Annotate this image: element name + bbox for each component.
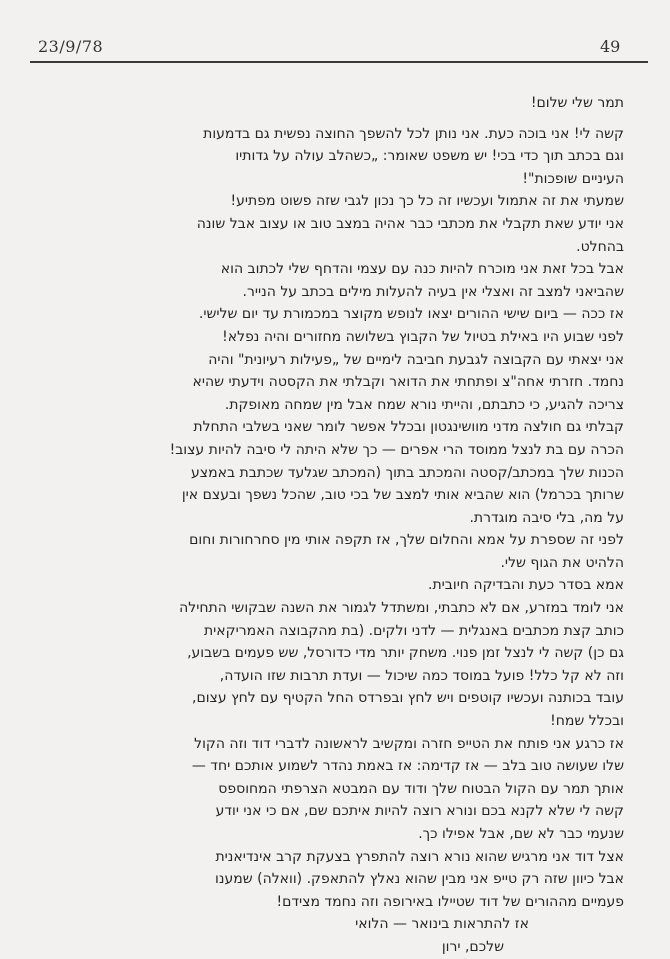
letter-line: אז כרגע אני פותח את הטייפ חזרה ומקשיב לראשונה לדברי דוד וזה הקול <box>194 735 624 752</box>
letter-line: אני יודע שאת תקבלי את מכתבי כבר אהיה במצב טוב או עצוב אבל שונה <box>196 215 624 232</box>
letter-greeting: תמר שלי שלום! <box>530 95 624 111</box>
letter-line: אמא בסדר כעת והבדיקה חיובית. <box>428 577 624 594</box>
letter-line: קבלתי גם חולצה מדני מוושינגטון ובכלל אפשר לומר שאני בשלבי התחלת <box>193 419 624 436</box>
letter-line: אצל דוד אני מרגיש שהוא נורא רוצה להתפרץ בצעקת קרב אינדיאנית <box>215 848 624 865</box>
letter-line: צריכה להגיע, כי כתבתם, והייתי נורא שמח אבל מין שמחה מאופקת. <box>224 396 624 413</box>
header-rule <box>30 61 648 63</box>
letter-line: הכנות שלך במכתב/קסטה והמכתב בתוך (המכתב שגלעד שכתבת באמצע <box>191 464 624 481</box>
letter-line: לפני שבוע היו באילת בטיול של הקבוץ בשלושה מחזורים והיה נפלא! <box>222 328 624 345</box>
letter-signature: שלכם, ירון <box>441 938 504 955</box>
letter-line: שנעמי כבר לא שם, אבל אפילו כך. <box>418 826 624 842</box>
letter-line: כותב קצת מכתבים באנגלית — לדני ולקים. (בת מהקבוצה האמריקאית <box>203 622 624 639</box>
letter-line: שרותך בכרמל) הוא שהביא אותי למצב של בכי טוב, שהכל נשפך ובעצם אין <box>181 487 624 504</box>
letter-line: העיניים שופכות"! <box>522 170 624 187</box>
letter-line: וזה לא קל כלל! פועל במוסד כמה שיכול — ועדת תרבות שזו הועדה, <box>219 667 624 684</box>
letter-line: הלהיט את הגוף שלי. <box>500 554 624 571</box>
letter-line: נחמד. חזרתי אחה"צ ופתחתי את הדואר וקבלתי את הקסטה וידעתי שהיא <box>192 374 624 391</box>
greeting-spacer <box>64 115 624 123</box>
letter-line: שלו שעושה טוב בלב — אז קדימה: אז באמת נהדר לשמוע אותכם יחד — <box>191 758 624 775</box>
letter-line: אותך תמר עם הקול הבטוח שלך ודוד עם המבטא הצרפתי המחוספס <box>218 780 624 797</box>
letter-line: פעמיים מההורים של דוד שטיילו באירופה וזה נחמד מצידם! <box>276 893 624 910</box>
letter-line: על מה, בלי סיבה מוגדרת. <box>469 509 624 526</box>
letter-line: הכרה עם בת לנצל ממוסד הרי אפרים — כך שלא היתה לי סיבה להיות עצוב! <box>169 441 624 458</box>
page-number: 49 <box>600 37 621 56</box>
letter-line: ובכלל שמח! <box>550 713 624 730</box>
letter-line: אבל בכל זאת אני מוכרח להיות כנה עם עצמי והדחף שלי לכתוב הוא <box>220 261 624 278</box>
letter-line: שהביאני למצב זה ואצלי אין בעיה להעלות מילים בכתב על הנייר. <box>242 283 624 300</box>
letter-line: קשה לי שלא לקנא בכם ונורא רוצה להיות איתכם שם, אם כי אני יודע <box>215 803 624 820</box>
letter-line: לפני זה שספרת על אמא והחלום שלך, אז תקפה אותי מין סחרחורות וחום <box>189 532 624 549</box>
letter-closing: אז להתראות בינואר — הלואי <box>355 916 529 933</box>
letter-line: אז ככה — ביום שישי ההורים יצאו לנופש מקוצר במכמורת עד יום שלישי. <box>198 306 624 323</box>
header-date: 23/9/78 <box>38 37 104 56</box>
letter-line: אני לומד במזרע, אם לא כתבתי, ומשתדל לגמור את השנה שבקושי התחילה <box>179 600 624 617</box>
letter-line: אני יצאתי עם הקבוצה לגבעת חביבה לימיים של „פעילות רעיונית" והיה <box>208 351 624 368</box>
letter-line: קשה לי! אני בוכה כעת. אני נותן לכל להשפך החוצה נפשית גם בדמעות <box>203 125 624 142</box>
letter-line: עובד בכותנה ועכשיו קוטפים ויש לחץ ובפרדס החל הקטיף עם לחץ עצום, <box>192 690 624 707</box>
letter-line: וגם בכתב תוך כדי בכי! יש משפט שאומר: „כשהלב עולה על גדותיו <box>235 148 624 165</box>
letter-line: בהחלט. <box>576 238 624 255</box>
letter-line: גם כן) קשה לי לנצל זמן פנוי. משחק יותר מדי כדורסל, שש פעמים בשבוע, <box>187 645 624 662</box>
letter-body <box>64 92 624 959</box>
letter-line: אבל כיוון שזה רק טייפ אני מבין שהוא נאלץ להתאפק. (וואלה) שמענו <box>215 871 624 888</box>
letter-lines <box>64 123 624 914</box>
letter-line: שמעתי את זה אתמול ועכשיו זה כל כך נכון לגבי שזה פשוט מפתיע! <box>230 193 624 210</box>
